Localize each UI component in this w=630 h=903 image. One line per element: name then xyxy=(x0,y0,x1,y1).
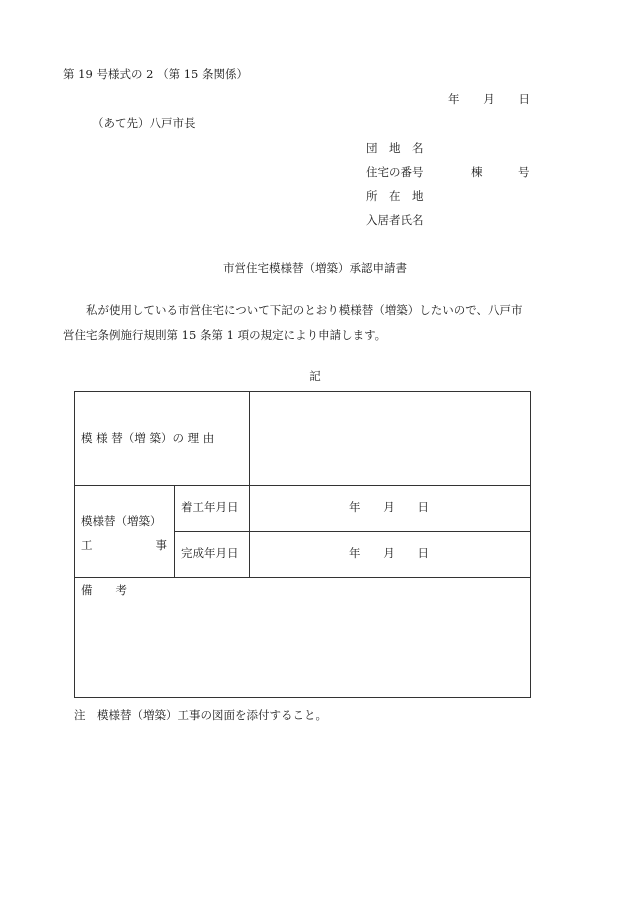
completion-date-value xyxy=(349,548,429,560)
building-unit: 棟 xyxy=(471,165,483,179)
note: 注 模様替（増築）工事の図面を添付すること。 xyxy=(74,708,327,722)
form-number: 第 19 号様式の 2 （第 15 条関係） xyxy=(63,67,249,81)
table-rule xyxy=(249,391,250,578)
remarks-label xyxy=(81,585,127,597)
document-title: 市営住宅模様替（増築）承認申請書 xyxy=(223,261,407,275)
date-line xyxy=(448,94,530,106)
start-year-label: 年 xyxy=(349,500,361,514)
address-label: 所 在 地 xyxy=(366,189,424,203)
table-rule xyxy=(174,485,175,578)
construction-label-a: 工 xyxy=(81,538,93,552)
completion-date-label: 完成年月日 xyxy=(181,546,239,560)
construction-label-line1: 模様替（増築） xyxy=(81,514,162,528)
table-rule xyxy=(174,531,531,532)
resident-label: 入居者氏名 xyxy=(366,213,424,227)
date-year-label: 年 xyxy=(448,92,460,106)
ki-label: 記 xyxy=(309,369,321,383)
date-month-label: 月 xyxy=(483,92,495,106)
danchi-label: 団 地 名 xyxy=(366,141,424,155)
addressee: （あて先）八戸市長 xyxy=(92,116,196,130)
body-paragraph xyxy=(63,298,533,348)
start-day-label: 日 xyxy=(417,500,429,514)
reason-label: 模 様 替（増 築）の 理 由 xyxy=(81,431,215,445)
date-day-label: 日 xyxy=(518,92,530,106)
start-date-value xyxy=(349,502,429,514)
construction-label-b: 事 xyxy=(155,538,167,552)
start-month-label: 月 xyxy=(383,500,395,514)
start-date-label: 着工年月日 xyxy=(181,500,239,514)
table-rule xyxy=(74,485,531,486)
number-unit: 号 xyxy=(518,165,530,179)
completion-month-label: 月 xyxy=(383,546,395,560)
completion-year-label: 年 xyxy=(349,546,361,560)
completion-day-label: 日 xyxy=(417,546,429,560)
construction-label-line2 xyxy=(81,540,167,552)
remarks-label-b: 考 xyxy=(115,583,127,597)
table-rule xyxy=(74,577,531,578)
body-text: 私が使用している市営住宅について下記のとおり模様替（増築）したいので、八戸市営住宅条例施行規則第 15 条第 1 項の規定により申請します。 xyxy=(63,303,523,342)
house-number-label: 住宅の番号 xyxy=(366,165,424,179)
remarks-label-a: 備 xyxy=(81,583,93,597)
